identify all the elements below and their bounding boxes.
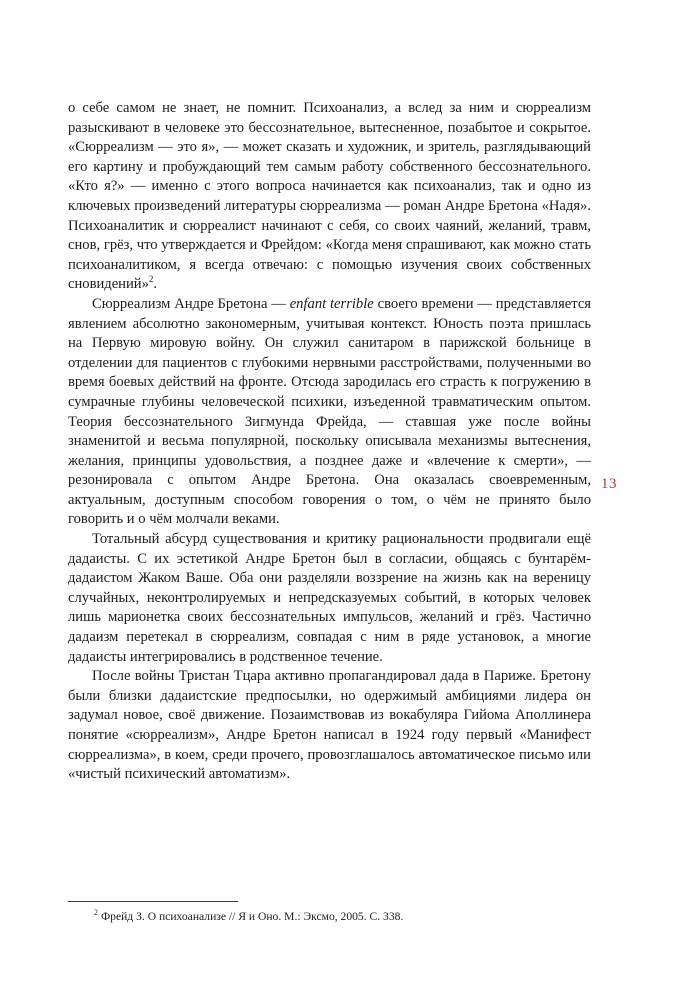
paragraph: Сюрреализм Андре Бретона — enfant terrible своего времени — представляется явлением абсолютно закономерным, учитывая контекст. Юность поэта пришлась на Первую мировую войну. Он служил санитаром в парижской больнице в отделении для пациентов с глубокими нервными расстройствами, полученными во время боевых действий на фронте. Отсюда зародилась его страсть к погружению в сумрачные глубины человеческой психики, изъеденной травматическим опытом. Теория бессознательного Зигмунда Фрейда, — ставшая уже после войны знаменитой и весьма популярной, поскольку описывала механизмы вытеснения, желания, принципы удовольствия, а позднее даже и «влечение к смерти», — резонировала с опытом Андре Бретона. Она оказалась своевременным, актуальным, доступным способом говорения о том, о чём не принято было говорить и о чём молчали веками. <box>68 295 592 528</box>
footnote-text: Фрейд З. О психоанализе // Я и Оно. М.: Эксмо, 2005. С. 338. <box>101 910 404 923</box>
footnote <box>68 909 591 924</box>
footnote-marker: 2 <box>94 908 98 918</box>
footnote-separator <box>68 901 238 902</box>
body-text <box>68 99 591 785</box>
paragraph: о себе самом не знает, не помнит. Психоанализ, а вслед за ним и сюрреализм разыскивают в человеке это бессознательное, вытесненное, позабытое и сокрытое. «Сюрреализм — это я», — может сказать и художник, и зритель, разглядывающий его картину и пробуждающий тем самым работу собственного бессознательного. «Кто я?» — именно с этого вопроса начинается как психоанализ, так и одно из ключевых произведений литературы сюрреализма — роман Андре Бретона «Надя». Психоаналитик и сюрреалист начинают с себя, со своих чаяний, желаний, травм, снов, грёз, что утверждается и Фрейдом: «Когда меня спрашивают, как можно стать психоаналитиком, я всегда отвечаю: с помощью изучения своих собственных сновидений»$^2$. <box>68 100 591 293</box>
paragraph: Тотальный абсурд существования и критику рациональности продвигали ещё дадаисты. С их эстетикой Андре Бретон был в согласии, общаясь с бунтарём-дадаистом Жаком Ваше. Оба они разделяли воззрение на жизнь как на вереницу случайных, неконтролируемых и непредсказуемых событий, в которых человек лишь марионетка своих бессознательных импульсов, желаний и грёз. Частично дадаизм перетекал в сюрреализм, совпадая с ним в ряде установок, а многие дадаисты интегрировались в родственное течение. <box>68 531 591 665</box>
footnote-section <box>68 901 591 924</box>
paragraph: После войны Тристан Тцара активно пропагандировал дада в Париже. Бретону были близки дадаистские предпосылки, но одержимый амбициями лидера он задумал новое, своё движение. Позаимствовав из вокабуляра Гийома Аполлинера понятие «сюрреализм», Андре Бретон написал в 1924 году первый «Манифест сюрреализма», в коем, среди прочего, провозглашалось автоматическое письмо или «чистый психический автоматизм». <box>68 668 591 783</box>
page-number: 13 <box>601 476 617 492</box>
